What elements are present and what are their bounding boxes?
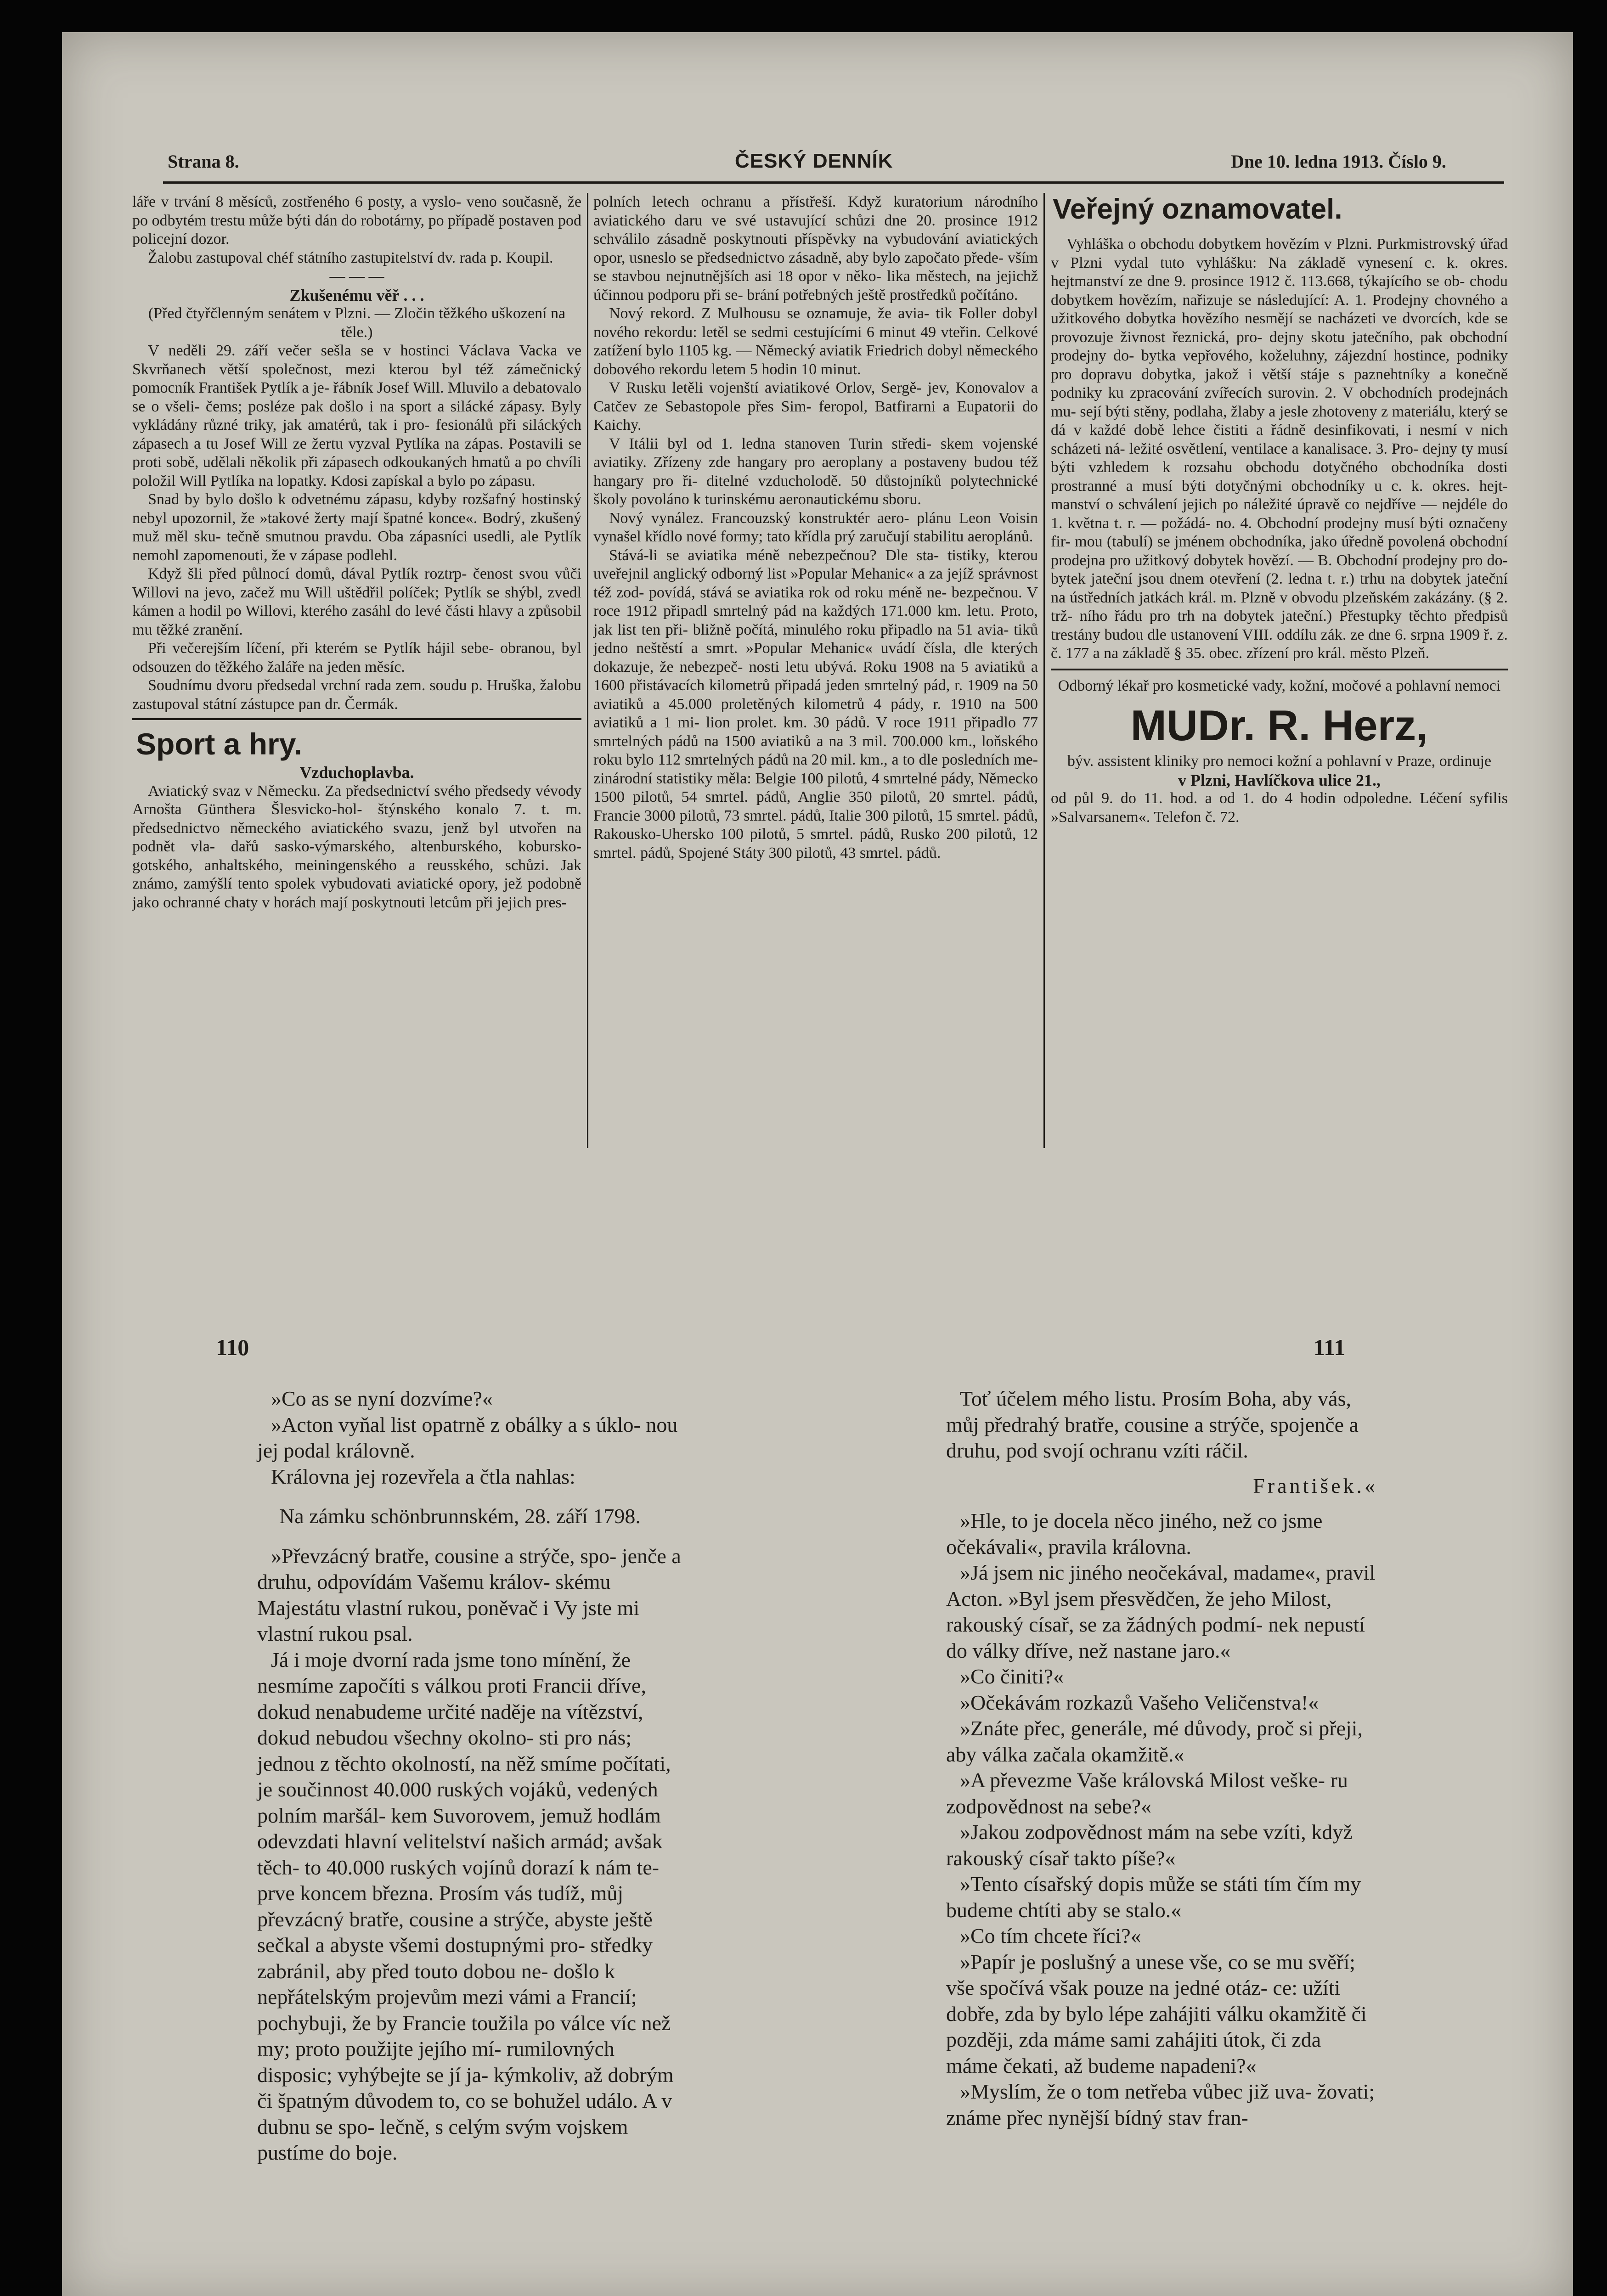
book-paragraph: »Očekávám rozkazů Vašeho Veličenstva!«	[960, 1690, 1319, 1714]
aviation-paragraph: Nový vynález. Francouzský konstruktér aero- plánu Leon Voisin vynašel křídlo nové formy; tato křídla prý zaručují stabilitu aeroplánů.	[593, 509, 1038, 545]
aviation-paragraph: V Rusku letěli vojenští aviatikové Orlov, Sergě- jev, Konovalov a Catčev ze Sebastopole přes Sim- feropol, Batfirarni a Eupatorii do Kaichy.	[593, 379, 1038, 433]
column-1	[132, 193, 581, 912]
article-paragraph: Když šli před půlnocí domů, dával Pytlík roztrp- čenost svou vůči Willovi na jevo, začež mu Will uštědřil políček; Pytlík se shýbl, zvedl kámen a hodil po Willovi, kterého zasáhl do levé části hlavy a způsobil mu těžké zranění.	[132, 565, 581, 638]
article-paragraph: Soudnímu dvoru předsedal vrchní rada zem. soudu p. Hruška, žalobu zastupoval státní zástupce pan dr. Čermák.	[132, 677, 581, 713]
advert-hours: od půl 9. do 11. hod. a od 1. do 4 hodin odpoledne. Léčení syfilis »Salvarsanem«. Telefon č. 72.	[1051, 790, 1508, 826]
book-paragraph: »Co as se nyní dozvíme?«	[271, 1387, 493, 1410]
column-divider-2	[1043, 193, 1045, 1148]
column-2	[593, 193, 1038, 862]
header-left: Strana 8.	[168, 151, 239, 172]
book-page-number-left: 110	[216, 1334, 249, 1360]
column-3	[1051, 193, 1508, 827]
book-paragraph: »Acton vyňal list opatrně z obálky a s úklo- nou jej podal královně.	[257, 1412, 678, 1462]
header-rule	[163, 181, 1504, 184]
advert-rule	[1051, 669, 1508, 670]
book-paragraph: »Papír je poslušný a unese vše, co se mu svěří; vše spočívá však pouze na jedné otáz- ce: užíti dobře, zda by bylo lépe zahájiti válku okamžitě či později, zda máme sami zahájiti útok, či zda máme čekati, až budeme napadeni?«	[946, 1950, 1367, 2077]
book-paragraph: »Jakou zodpovědnost mám na sebe vzíti, když rakouský císař takto píše?«	[946, 1820, 1353, 1870]
separator-dash: — — —	[329, 268, 384, 285]
book-paragraph: »Hle, to je docela něco jiného, než co jsme očekávali«, pravila královna.	[946, 1509, 1323, 1559]
aviation-paragraph: Stává-li se aviatika méně nebezpečnou? Dle sta- tistiky, kterou uveřejnil anglický odborný list »Popular Mehanic« a za jejíž správnost též zod- povídá, stává se aviatika rok od roku méně ne- bezpečnou. V roce 1912 připadl smrtelný pád na každých 171.000 km. letu. Proto, jak list ten při- bližně počítá, minulého roku připadlo na 51 avia- tiků jedno neštěstí a smrt. »Popular Mehanic« uvádí čísla, dle kterých dokazuje, že nebezpeč- nosti letu ubývá. Roku 1908 na 5 aviatiků a 1600 přistávacích kilometrů připadá jeden smrtelný pád, r. 1909 na 50 aviatiků a 45.000 proletěných kilometrů 4 pády, r. 1910 na 500 aviatiků a 1 mi- lion prolet. km. 30 pádů. V roce 1911 připadlo 77 smrtelných pádů na 1500 aviatiků a na 3 mil. 700.000 km., loňského roku bylo 112 smrtelných pádů na 20 mil. km., a to dle posledních me- zinárodní statistiky měla: Belgie 100 pilotů, 4 smrtelné pády, Německo 1500 pilotů, 54 smrtel. pádů, Anglie 350 pilotů, 20 smrtel. pádů, Francie 3000 pilotů, 73 smrtel. pádů, Italie 300 pilotů, 15 smrtel. pádů, Rakousko-Uhersko 100 pilotů, 5 smrtel. pádů, Rusko 200 pilotů, 12 smrtel. pádů, Spojené Státy 300 pilotů, 43 smrtel. pádů.	[593, 546, 1038, 861]
book-paragraph: »Já jsem nic jiného neočekával, madame«, pravil Acton. »Byl jsem přesvědčen, že jeho Milost, rakouský císař, se za žádných podmí- nek nepustí do války dříve, než nastane jaro.«	[946, 1561, 1376, 1662]
letter-dateline: Na zámku schönbrunnském, 28. září 1798.	[279, 1504, 641, 1528]
column-divider-1	[587, 193, 588, 1148]
aviation-paragraph: Nový rekord. Z Mulhousu se oznamuje, že avia- tik Foller dobyl nového rekordu: letěl se sedmi cestujícími 6 minut 49 vteřin. Celkové zatížení bylo 1105 kg. — Německý aviatik Friedrich dobyl německého dobového rekordu letem 5 hodin 10 minut.	[593, 305, 1038, 378]
article-paragraph: Snad by bylo došlo k odvetnému zápasu, kdyby rozšafný hostinský nebyl upozornil, že »takové žerty mají špatné konce«. Bodrý, zkušený muž měl sku- tečně smutnou pravdu. Oba zápasníci usedli, ale Pytlík nemohl zapomenouti, že v zápase podlehl.	[132, 491, 581, 564]
letter-signature: František.«	[1253, 1474, 1378, 1497]
aviation-paragraph: polních letech ochranu a přístřeší. Když kuratorium národního aviatického daru ve své ustavující schůzi dne 20. prosince 1912 schválilo zásadně poskytnouti příspěvky na vybudování aviatických opor, usneslo se předsednictvo zásadně, aby bylo započato přede- vším se stavbou nejnutnějších asi 18 opor v něko- lika městech, na jejichž účinnou podporu při se- brání potřebných ještě prostředků počítáno.	[593, 193, 1038, 304]
sport-subheading: Vzduchoplavba.	[299, 763, 414, 782]
article-subheading: (Před čtyřčlenným senátem v Plzni. — Zločin těžkého uškození na těle.)	[148, 305, 566, 341]
sport-section-title: Sport a hry.	[136, 727, 302, 761]
advert-address: v Plzni, Havlíčkova ulice 21.,	[1178, 771, 1381, 789]
notices-section-title: Veřejný oznamovatel.	[1053, 193, 1342, 225]
article-paragraph: V neděli 29. září večer sešla se v hostinci Václava Vacka ve Skvrňanech větší společnost, mezi kterou byl též zámečnický pomocník František Pytlík a je- řábník Josef Will. Mluvilo a debatovalo se o všeli- čems; posléze pak došlo i na sport a silácké zápasy. Byly vykládány různé triky, jak amatérů, tak i pro- fesionálů při siláckých zápasech a tu Josef Will ze žertu vyzval Pytlíka na zápas. Postavili se proti sobě, udělali několik při zápasech odkoukaných hmatů a po chvíli položil Will Pytlíka na lopatky. Kdosi zapískal a bylo po zápasu.	[132, 342, 581, 490]
advert-doctor-name: MUDr. R. Herz,	[1130, 701, 1428, 749]
article-heading: Zkušenému věř . . .	[289, 286, 424, 304]
notice-paragraph: Vyhláška o obchodu dobytkem hovězím v Plzni. Purkmistrovský úřad v Plzni vydal tuto vyhlášku: Na základě vynesení c. k. okres. hejtmanství ze dne 9. prosince 1912 č. 113.668, týkajícího se ob- chodu dobytkem hovězím, nařizuje se následující: A. 1. Prodejny chovného a užitkového dobytka hovězího nesmějí se nacházeti ve dvorcích, kde se provozuje živnost řeznická, pro- dejny skotu jatečního, pak obchodní prodejny do- bytka vepřového, koželuhny, zájezdní hostince, podniky pro dopravu dobytka, jakož i větší stáje s paznehtníky a konečně podniky ku zpracování zvířecích surovin. 2. V obchodních prodejnách mu- sejí býti stěny, podlaha, žlaby a jesle zhotoveny z materiálu, který se dá v každé době lehce čistiti a řádně desinfikovati, i nesmí v nich scházeti ná- ležité osvětlení, ventilace a kanalisace. 3. Pro- dejny ty musí býti vzhledem k rozsahu obchodu dotyčného obchodníka dosti prostranné a musí býti dotyčnými obchodníky u c. k. okres. hejt- manství o schválení jejich po náležité úpravě co nejdříve — nejdéle do 1. května t. r. — požádá- no. 4. Obchodní prodejny musí býti označeny fir- mou (tabulí) se jménem obchodníka, jako úředně povolená obchodní prodejna pro užitkový dobytek hovězí. — B. Obchodní prodejny pro do- bytek jateční jsou dnem otevření (2. ledna t. r.) trhu na dobytek jateční na ústředních jatkách král. m. Plzně v obvodu plzeňském zakázány. (§ 2. trž- ního řádu pro trh na dobytek jateční.) Přestupky těchto předpisů trestány budou dle ustanovení VIII. oddílu zák. ze dne 6. srpna 1909 ř. z. č. 177 a na základě § 35. obec. zřízení pro král. město Plzeň.	[1051, 236, 1508, 662]
advert-intro: Odborný lékař pro kosmetické vady, kožní, močové a pohlavní nemoci	[1058, 677, 1501, 694]
book-paragraph: »Znáte přec, generále, mé důvody, proč si přeji, aby válka začala okamžitě.«	[946, 1716, 1363, 1766]
book-paragraph: »Tento císařský dopis může se státi tím čím my budeme chtíti aby se stalo.«	[946, 1872, 1361, 1922]
court-report-end: láře v trvání 8 měsíců, zostřeného 6 posty, a vyslo- veno současně, že po odbytém trestu může býti dán do robotárny, po případě postaven pod policejní dozor.	[132, 193, 581, 248]
book-paragraph: Královna jej rozevřela a čtla nahlas:	[271, 1464, 575, 1488]
book-page-right	[946, 1386, 1378, 2131]
article-paragraph: Při večerejším líčení, při kterém se Pytlík hájil sebe- obranou, byl odsouzen do těžkého žaláře na jeden měsíc.	[132, 640, 581, 675]
book-paragraph: »A převezme Vaše královská Milost veške- ru zodpovědnost na sebe?«	[946, 1768, 1348, 1818]
section-rule	[132, 718, 581, 720]
book-paragraph: Já i moje dvorní rada jsme tono mínění, že nesmíme započíti s válkou proti Francii dříve, dokud nenabudeme určité naděje na vítězství, dokud nebudou všechny okolno- sti pro nás; jednou z těchto okolností, na něž smíme počítati, je součinnost 40.000 ruských vojáků, vedených polním maršál- kem Suvorovem, jemuž hodlám odevzdati hlavní velitelství našich armád; avšak těch- to 40.000 ruských vojínů dorazí k nám te- prve koncem března. Prosím vás tudíž, můj převzácný bratře, cousine a strýče, abyste ještě sečkal a abyste všemi dostupnými pro- středky zabránil, aby před touto dobou ne- došlo k nepřátelským projevům mezi vámi a Francií; pochybuji, že by Francie toužila po válce víc než my; proto použijte jejího mí- rumilovných disposic; vyhýbejte se jí ja- kýmkoliv, až dobrým či špatným důvodem to, co se bohužel událo. A v dubnu se spo- lečně, s celým svým vojskem pustíme do boje.	[257, 1648, 674, 2164]
book-paragraph: »Myslím, že o tom netřeba vůbec již uva- žovati; známe přec nynější bídný stav fran-	[946, 2080, 1375, 2129]
header-date-issue: Dne 10. ledna 1913. Číslo 9.	[1231, 151, 1446, 172]
book-paragraph: Toť účelem mého listu. Prosím Boha, aby vás, můj předrahý bratře, cousine a strýče, spojenče a druhu, pod svojí ochranu vzíti ráčil.	[946, 1387, 1359, 1462]
newspaper-masthead: ČESKÝ DENNÍK	[735, 150, 893, 172]
book-paragraph: »Co tím chcete říci?«	[960, 1924, 1141, 1947]
aviation-paragraph: V Itálii byl od 1. ledna stanoven Turin středi- skem vojenské aviatiky. Zřízeny zde hangary pro aeroplany a postaveny budou též hangary pro ři- ditelné vzducholodě. 50 důstojníků polytechnické školy povoláno k turinskému aeronautickému sboru.	[593, 435, 1038, 508]
prosecutor-note: Žalobu zastupoval chéf státního zastupitelství dv. rada p. Koupil.	[148, 249, 553, 266]
book-paragraph: »Co činiti?«	[960, 1665, 1064, 1688]
book-page-number-right: 111	[1314, 1334, 1346, 1360]
aviation-paragraph: Aviatický svaz v Německu. Za předsednictví svého předsedy vévody Arnošta Günthera Šlesvicko-hol- štýnského konalo 7. t. m. předsednictvo německého aviatického svazu, jenž byl utvořen na podnět vla- dařů sasko-výmarského, altenburského, kobursko- gotského, anhaltského, meiningenského a reusského, schůzi. Jak známo, zamýšlí tento spolek vybudovati aviatické opory, jež podobně jako ochranné chaty v horách mají poskytnouti letcům při jejich pres-	[132, 782, 581, 911]
book-page-left	[257, 1386, 689, 2166]
book-paragraph: »Převzácný bratře, cousine a strýče, spo- jenče a druhu, odpovídám Vašemu králov- skému Majestátu vlastní rukou, poněvač i Vy jste mi vlastní rukou psal.	[257, 1544, 681, 1645]
advert-credentials: býv. assistent kliniky pro nemoci kožní a pohlavní v Praze, ordinuje	[1067, 753, 1492, 770]
